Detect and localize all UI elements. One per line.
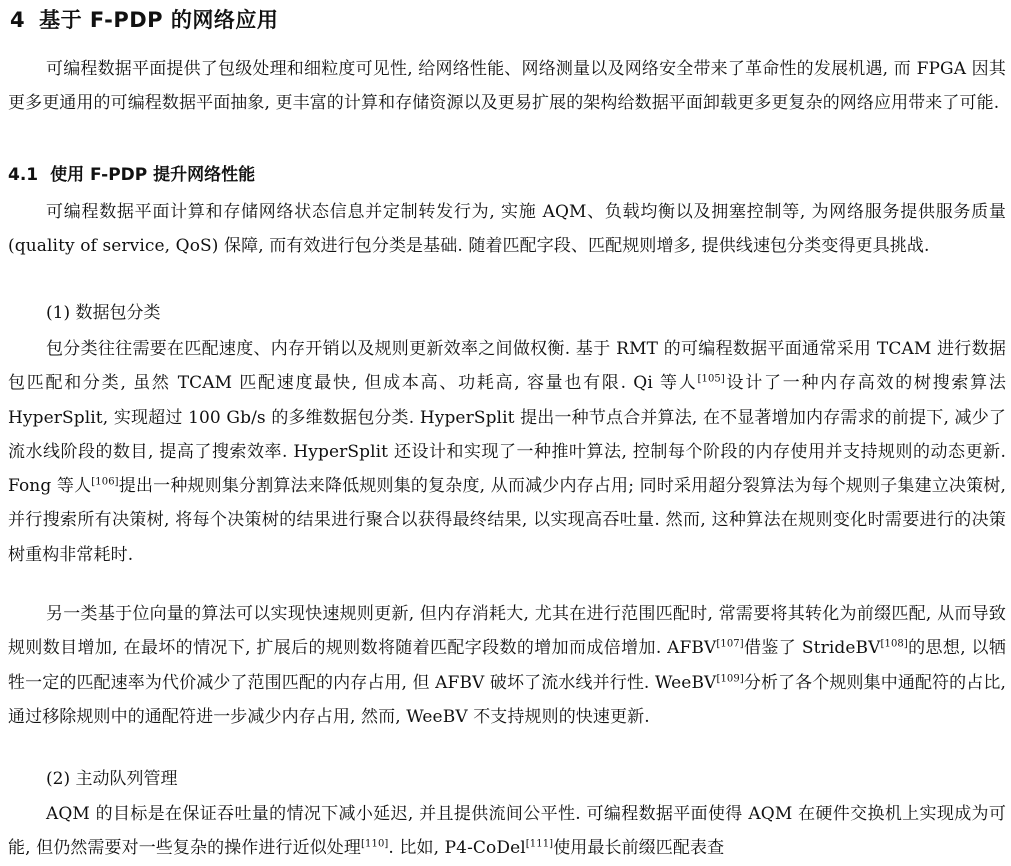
citation-ref: [106] xyxy=(91,476,119,488)
subsection-number: 4.1 xyxy=(8,165,39,185)
citation-ref: [107] xyxy=(716,638,744,650)
text-run: 提出一种规则集分割算法来降低规则集的复杂度, 从而减少内存占用; 同时采用超分裂算法为每个规则子集建立决策树, 并行搜索所有决策树, 将每个决策树的结果进行聚合以获得最终结果, 以实现高吞吐量. 然而, 这种算法在规则变化时需要进行的决策树重构非常耗时. xyxy=(8,476,1006,565)
text-run: 借鉴了 StrideBV xyxy=(743,638,881,659)
subsection-paragraph: 可编程数据平面计算和存储网络状态信息并定制转发行为, 实施 AQM、负载均衡以及拥塞控制等, 为网络服务提供服务质量 (quality of service, QoS) 保障, 而有效进行包分类是基础. 随着匹配字段、匹配规则增多, 提供线速包分类变得更具挑战. xyxy=(8,202,1006,257)
subsection-title-text: 使用 F-PDP 提升网络性能 xyxy=(50,165,256,185)
packet-classification-paragraph-2 xyxy=(8,597,1006,734)
packet-classification-paragraph-1 xyxy=(8,332,1006,572)
text-run: 包分类往往需要在匹配速度、内存开销以及规则更新效率之间做权衡. 基于 RMT 的可编程数据平面通常采用 TCAM 进行数据包匹配和分类, 虽然 TCAM 匹配速度最快, 但成本高、功耗高, 容量也有限. Qi 等人 xyxy=(8,339,1006,394)
text-run: 使用最长前缀匹配表查 xyxy=(553,838,725,859)
text-run: . 比如, P4-CoDel xyxy=(388,838,526,859)
text-run: 分析了各个规则集中通配符的占比, 通过移除规则中的通配符进一步减少内存占用, 然而, WeeBV 不支持规则的快速更新. xyxy=(8,672,1006,727)
citation-ref: [111] xyxy=(525,838,554,850)
subsection-heading xyxy=(8,160,255,185)
intro-paragraph: 可编程数据平面提供了包级处理和细粒度可见性, 给网络性能、网络测量以及网络安全带来了革命性的发展机遇, 而 FPGA 因其更多更通用的可编程数据平面抽象, 更丰富的计算和存储资源以及更易扩展的架构给数据平面卸载更多更复杂的网络应用带来了可能. xyxy=(8,59,1006,114)
text-run: AQM 的目标是在保证吞吐量的情况下减小延迟, 并且提供流间公平性. 可编程数据平面使得 AQM 在硬件交换机上实现成为可能, 但仍然需要对一些复杂的操作进行近似处理 xyxy=(8,804,1006,859)
citation-ref: [105] xyxy=(697,373,725,385)
section-title-text: 基于 F-PDP 的网络应用 xyxy=(39,8,279,32)
citation-ref: [108] xyxy=(880,638,908,650)
item-heading-packet-classification: (1) 数据包分类 xyxy=(46,303,161,323)
citation-ref: [109] xyxy=(716,672,744,684)
text-run: 另一类基于位向量的算法可以实现快速规则更新, 但内存消耗大, 尤其在进行范围匹配时, 常需要将其转化为前缀匹配, 从而导致规则数目增加, 在最坏的情况下, 扩展后的规则数将随着匹配字段数的增加而成倍增加. AFBV xyxy=(8,604,1006,659)
text-run: 的思想, 以牺牲一定的匹配速率为代价减少了范围匹配的内存占用, 但 AFBV 破坏了流水线并行性. WeeBV xyxy=(8,638,1006,693)
item-heading-aqm: (2) 主动队列管理 xyxy=(46,769,178,789)
text-run: 设计了一种内存高效的树搜索算法 HyperSplit, 实现超过 100 Gb/s 的多维数据包分类. HyperSplit 提出一种节点合并算法, 在不显著增加内存需求的前提下, 减少了流水线阶段的数目, 提高了搜索效率. HyperSplit 还设计和实现了一种推叶算法, 控制每个阶段的内存使用并支持规则的动态更新. Fong 等人 xyxy=(8,373,1006,497)
aqm-paragraph xyxy=(8,797,1006,866)
citation-ref: [110] xyxy=(361,838,389,850)
section-number: 4 xyxy=(10,8,26,32)
section-heading xyxy=(10,4,278,34)
